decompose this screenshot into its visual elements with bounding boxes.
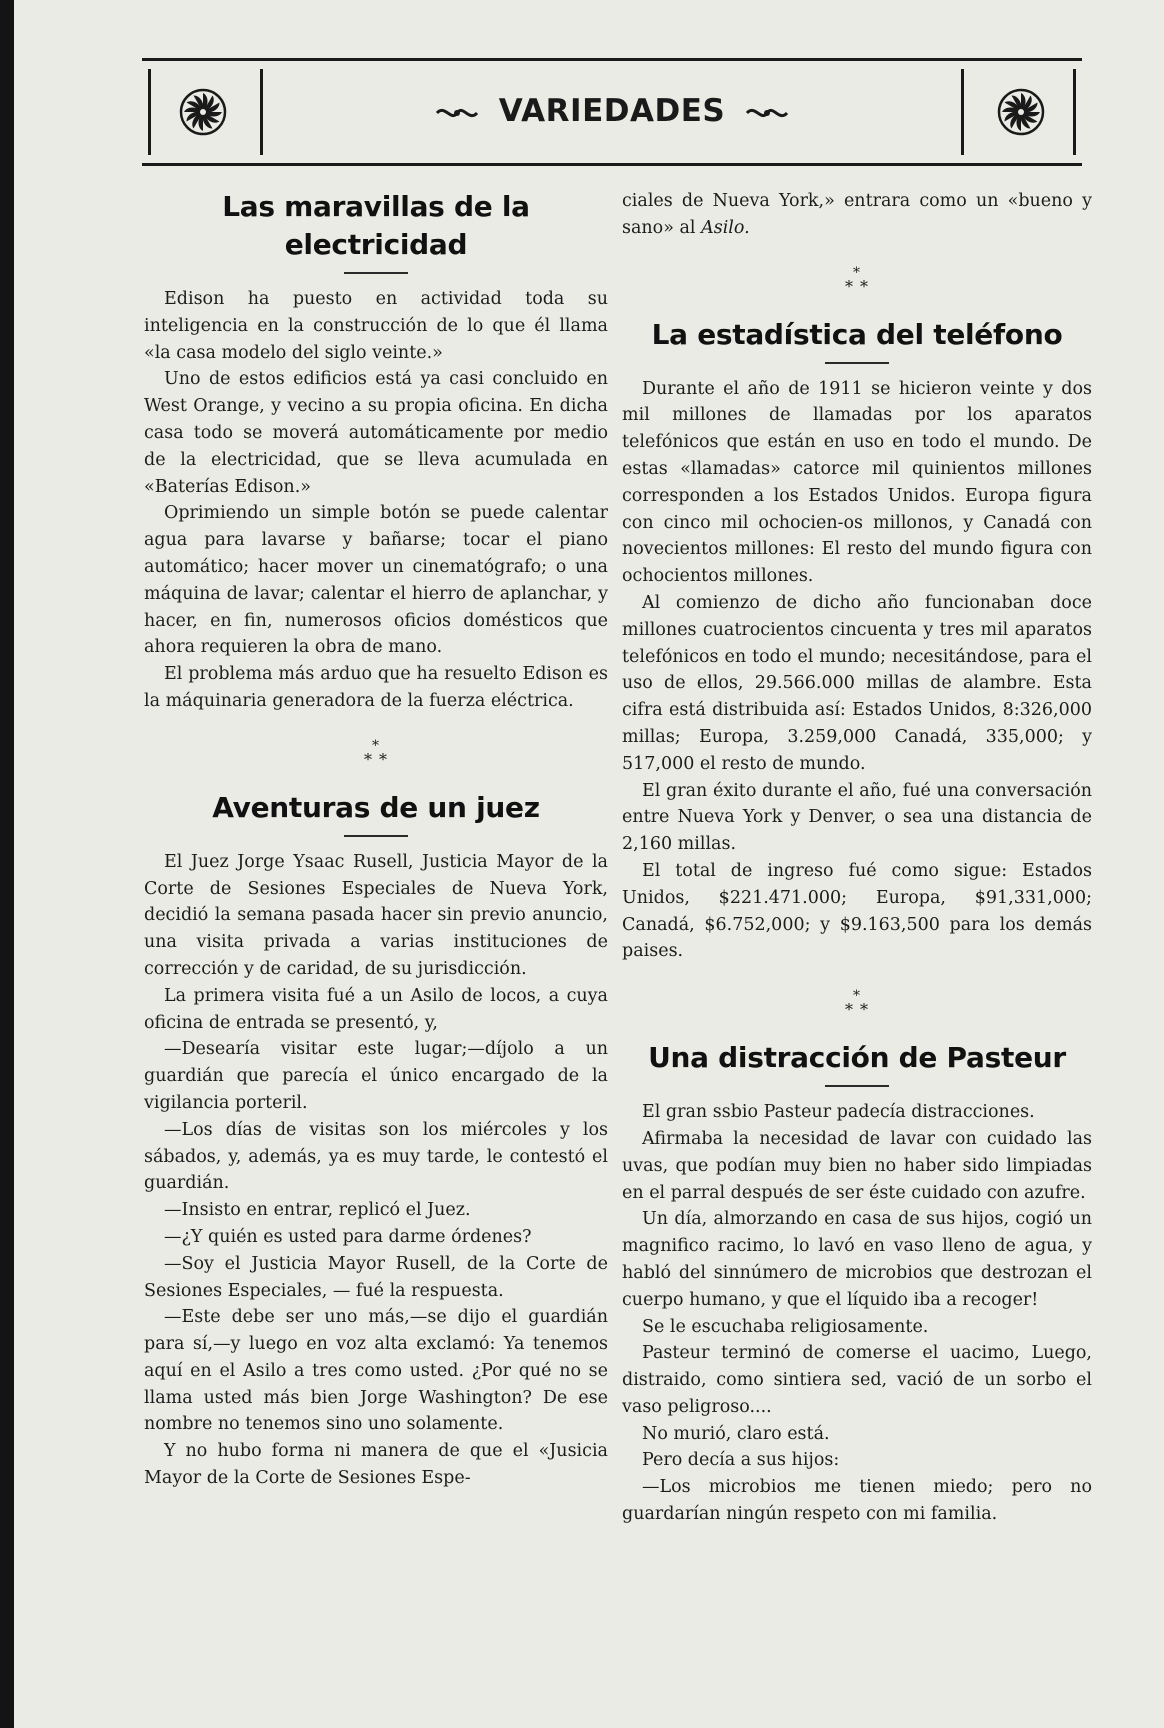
right-column — [622, 188, 1092, 1528]
continuation-text: ciales de Nueva York,» entrara como un «bueno y sano» al — [622, 191, 1092, 238]
article-title: Las maravillas de la electricidad — [222, 190, 530, 261]
paragraph: El problema más arduo que ha resuelto Edison es la máquinaria generadora de la fuerza eléctrica. — [144, 664, 608, 711]
title-rule — [825, 1085, 889, 1087]
paragraph: —¿Y quién es usted para darme órdenes? — [164, 1226, 532, 1247]
article-title: Una distracción de Pasteur — [648, 1041, 1066, 1075]
page-title: VARIEDADES — [498, 93, 726, 129]
article-title: Aventuras de un juez — [212, 790, 540, 824]
paragraph: El gran éxito durante el año, fué una conversación entre Nueva York y Denver, o sea una distancia de 2,160 millas. — [622, 780, 1092, 855]
header-divider — [961, 69, 964, 155]
paragraph: Se le escuchaba religiosamente. — [642, 1316, 929, 1337]
header-divider — [148, 69, 151, 155]
magazine-page — [14, 0, 1164, 1728]
paragraph: Durante el año de 1911 se hicieron veinte y dos mil millones de llamadas por los aparatos telefónicos que están en uso en todo el mundo. De estas «llamadas» catorce mil quinientos millones corresponden a los Estados Unidos. Europa figura con cinco mil ochocien-os millonos, y Canadá con novecientos millones: El resto del mundo figura con ochocientos millones. — [622, 378, 1092, 587]
continuation-italic: Asilo. — [701, 217, 750, 238]
paragraph: El total de ingreso fué como sigue: Estados Unidos, $221.471.000; Europa, $91,331,000; Canadá, $6.752,000; y $9.163,500 para los demás paises. — [622, 860, 1092, 962]
paragraph: —Insisto en entrar, replicó el Juez. — [164, 1200, 471, 1221]
section-header — [142, 58, 1082, 166]
header-divider — [1073, 69, 1076, 155]
paragraph: Pero decía a sus hijos: — [642, 1450, 840, 1471]
paragraph: El Juez Jorge Ysaac Rusell, Justicia Mayor de la Corte de Sesiones Especiales de Nueva York, decidió la semana pasada hacer sin previo anuncio, una visita privada a varias instituciones de corrección y de caridad, de su jurisdicción. — [144, 851, 608, 979]
paragraph: —Los microbios me tienen miedo; pero no guardarían ningún respeto con mi familia. — [622, 1477, 1092, 1525]
paragraph: Oprimiendo un simple botón se puede calentar agua para lavarse y bañarse; tocar el piano automático; hacer mover un cinematógrafo; o una máquina de lavar; calentar el hierro de aplanchar, y hacer, en fin, numerosos oficios domésticos que ahora requieren la obra de mano. — [144, 503, 608, 658]
paragraph: —Soy el Justicia Mayor Rusell, de la Corte de Sesiones Especiales, — fué la respuesta. — [144, 1253, 608, 1301]
paragraph: Al comienzo de dicho año funcionaban doce millones cuatrocientos cincuenta y tres mil aparatos telefónicos en todo el mundo; necesitándose, para el uso de ellos, 29.566.000 millas de alambre. Esta cifra está distribuida así: Estados Unidos, 8:326,000 millas; Europa, 3.259,000 Canadá, 335,000; y 517,000 el resto de mundo. — [622, 592, 1092, 774]
ornament-icon — [745, 102, 789, 124]
header-title-wrap — [302, 93, 922, 129]
paragraph: Pasteur terminó de comerse el uacimo, Luego, distraido, como sintiera sed, vació de un sorbo el vaso peligroso.... — [622, 1343, 1092, 1417]
rosette-icon — [996, 87, 1046, 137]
paragraph: Uno de estos edificios está ya casi concluido en West Orange, y vecino a su propia oficina. En dicha casa todo se moverá automáticamente por medio de la electricidad, que se lleva acumulada en «Baterías Edison.» — [144, 369, 608, 497]
asterism-divider: * * * — [363, 737, 389, 769]
paragraph: —Los días de visitas son los miércoles y los sábados, y, además, ya es muy tarde, le contestó el guardián. — [144, 1119, 608, 1194]
paragraph: Edison ha puesto en actividad toda su inteligencia en la construcción de lo que él llama «la casa modelo del siglo veinte.» — [144, 289, 608, 363]
paragraph: Un día, almorzando en casa de sus hijos, cogió un magnifico racimo, lo lavó en vaso lleno de agua, y habló del sinnúmero de microbios que destrozan el cuerpo humano, y que el líquido iba a recoger! — [622, 1209, 1092, 1310]
paragraph: El gran ssbio Pasteur padecía distracciones. — [642, 1102, 1035, 1123]
title-rule — [825, 362, 889, 364]
paragraph: No murió, claro está. — [642, 1423, 830, 1444]
continued-paragraph — [622, 188, 1092, 242]
asterism-divider: * * * — [844, 988, 870, 1020]
article-title: La estadística del teléfono — [651, 317, 1063, 351]
left-column — [144, 188, 608, 1492]
ornament-icon — [435, 102, 479, 124]
title-rule — [344, 272, 408, 274]
paragraph: Afirmaba la necesidad de lavar con cuidado las uvas, que podían muy bien no haber sido limpiadas en el parral después de ser éste cuidado con azufre. — [622, 1128, 1092, 1203]
header-divider — [260, 69, 263, 155]
paragraph: Y no hubo forma ni manera de que el «Jusicia Mayor de la Corte de Sesiones Espe- — [144, 1441, 608, 1489]
asterism-divider: * * * — [844, 264, 870, 296]
paragraph: —Desearía visitar este lugar;—díjolo a un guardián que parecía el único encargado de la vigilancia porteril. — [144, 1039, 608, 1113]
rosette-icon — [178, 87, 228, 137]
paragraph: —Este debe ser uno más,—se dijo el guardián para sí,—y luego en voz alta exclamó: Ya tenemos aquí en el Asilo a tres como usted. ¿Por qué no se llama usted más bien Jorge Washington? De ese nombre no tenemos sino uno solamente. — [144, 1307, 608, 1435]
title-rule — [344, 835, 408, 837]
paragraph: La primera visita fué a un Asilo de locos, a cuya oficina de entrada se presentó, y, — [144, 985, 608, 1033]
